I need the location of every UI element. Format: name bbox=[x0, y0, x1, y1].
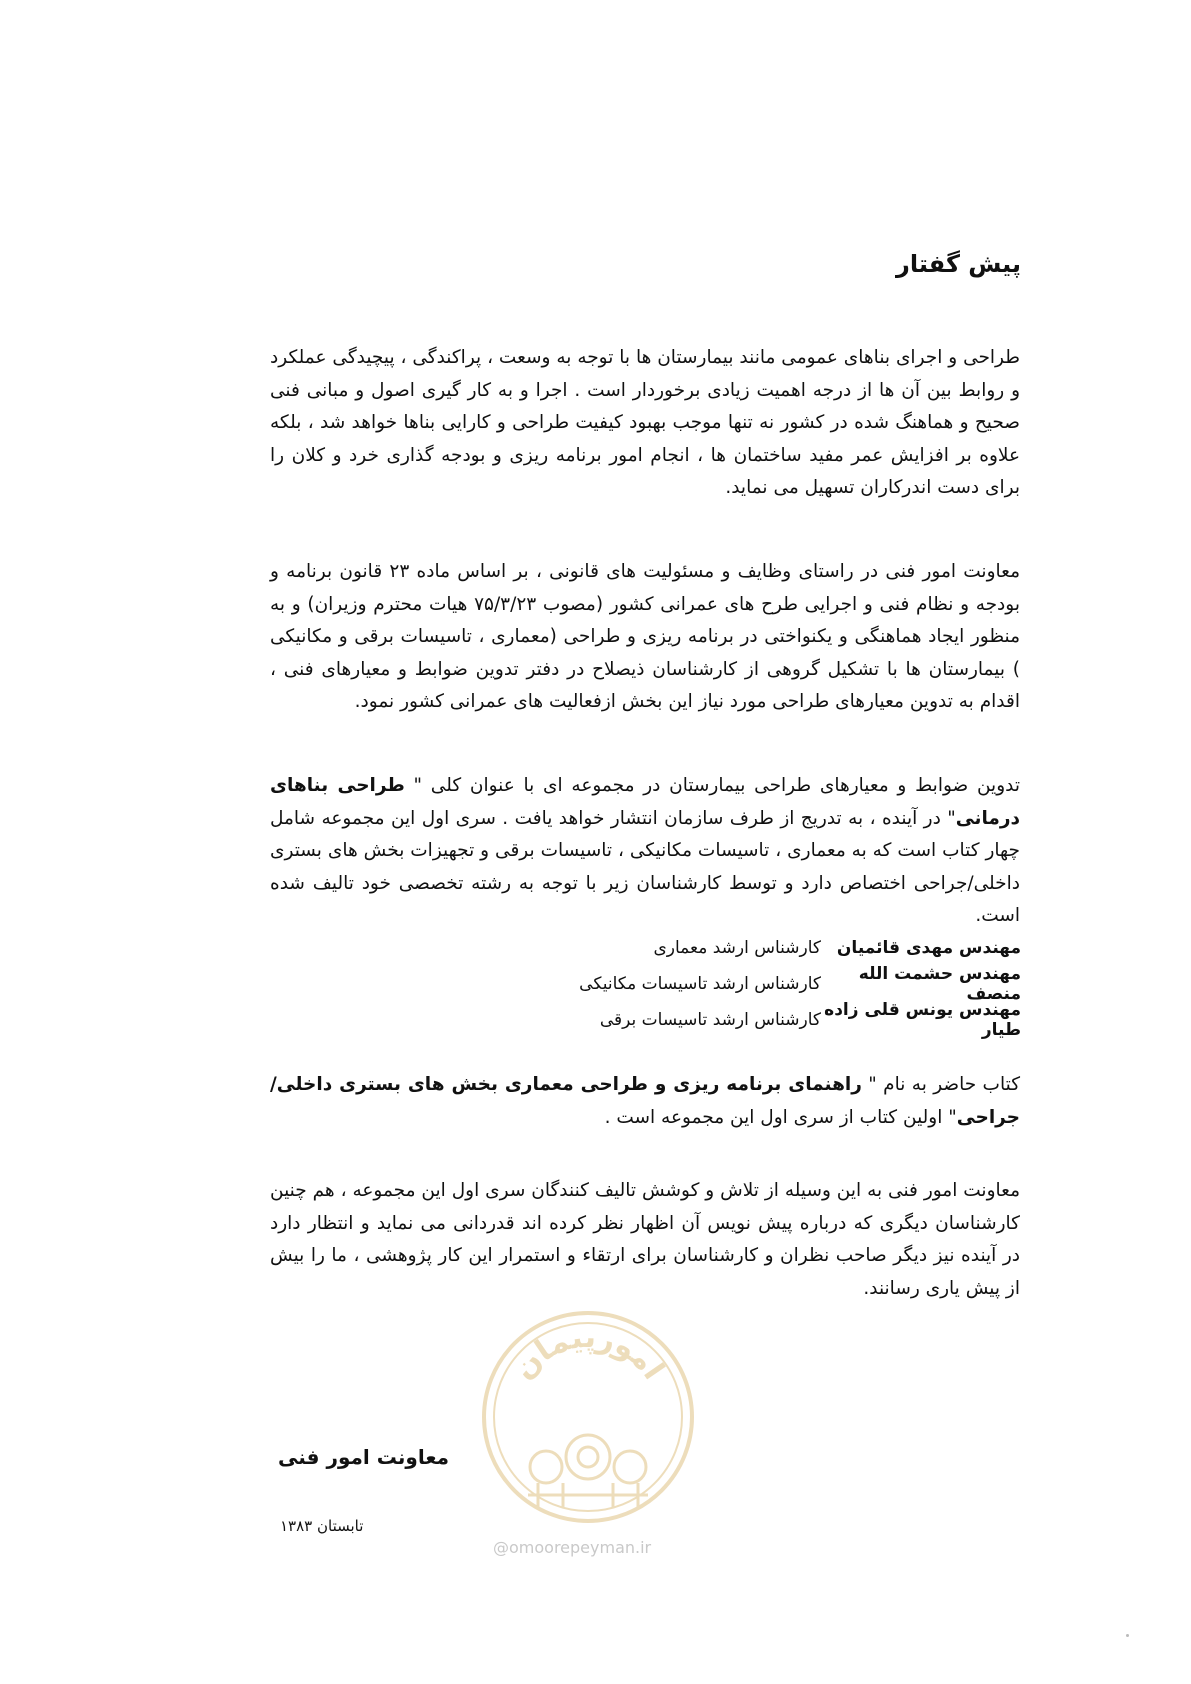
author-role: کارشناس ارشد معماری bbox=[653, 938, 821, 958]
paragraph-series bbox=[270, 770, 1020, 933]
book-title: راهنمای برنامه ریزی و طراحی معماری بخش های بستری داخلی/جراحی bbox=[270, 1074, 1020, 1128]
signature-date: تابستان ۱۳۸۳ bbox=[280, 1517, 364, 1535]
page-title: پیش گفتار bbox=[896, 250, 1021, 278]
paragraph-thanks: معاونت امور فنی به این وسیله از تلاش و کوشش تالیف کنندگان سری اول این مجموعه ، هم چنین کارشناسان دیگری که درباره پیش نویس آن اظهار نظر کرده اند قدردانی می نماید و انتظار دارد در آینده نیز دیگر صاحب نظران و کارشناسان برای ارتقاء و استمرار این کار پژوهشی ، ما را بیش از پیش یاری رسانند. bbox=[270, 1180, 1020, 1299]
paragraph-book bbox=[270, 1069, 1020, 1134]
paragraph-series-text-before: تدوین ضوابط و معیارهای طراحی بیمارستان در مجموعه ای با عنوان کلی " bbox=[404, 775, 1020, 796]
author-name: مهندس مهدی قائمیان bbox=[836, 938, 1021, 958]
paragraph-book-text-before: کتاب حاضر به نام " bbox=[861, 1074, 1021, 1095]
series-title: طراحی بناهای درمانی bbox=[270, 775, 1020, 829]
author-row bbox=[461, 930, 1021, 966]
author-name: مهندس حشمت الله منصف bbox=[858, 964, 1021, 1004]
author-row bbox=[461, 1002, 1021, 1038]
author-row bbox=[461, 966, 1021, 1002]
author-name: مهندس یونس قلی زاده طیار bbox=[824, 1000, 1021, 1040]
signature-title: معاونت امور فنی bbox=[278, 1445, 450, 1469]
watermark-text: @omoorepeyman.ir bbox=[493, 1538, 652, 1557]
stamp-logo bbox=[478, 1307, 698, 1527]
paragraph-book-text-after: " اولین کتاب از سری اول این مجموعه است . bbox=[604, 1106, 957, 1128]
paragraph-mandate: معاونت امور فنی در راستای وظایف و مسئولیت های قانونی ، بر اساس ماده ۲۳ قانون برنامه و بودجه و نظام فنی و اجرایی طرح های عمرانی کشور (مصوب ۷۵/۳/۲۳ هیات محترم وزیران) و به منظور ایجاد هماهنگی و یکنواختی در برنامه ریزی و طراحی (معماری ، تاسیسات برقی و مکانیکی ) بیمارستان ها با تشکیل گروهی از کارشناسان ذیصلاح در دفتر تدوین ضوابط و معیارهای فنی ، اقدام به تدوین معیارهای طراحی مورد نیاز این بخش ازفعالیت های عمرانی کشور نمود. bbox=[270, 561, 1021, 712]
paragraph-intro: طراحی و اجرای بناهای عمومی مانند بیمارستان ها با توجه به وسعت ، پراکندگی ، پیچیدگی عملکرد و روابط بین آن ها از درجه اهمیت زیادی برخوردار است . اجرا و به کار گیری اصول و مبانی فنی صحیح و هماهنگ شده در کشور نه تنها موجب بهبود کیفیت طراحی و کارایی بناها خواهد شد ، بلکه علاوه بر افزایش عمر مفید ساختمان ها ، انجام امور برنامه ریزی و بودجه گذاری خرد و کلان را برای دست اندرکاران تسهیل می نماید. bbox=[270, 347, 1020, 498]
authors-list bbox=[461, 930, 1021, 1038]
author-role: کارشناس ارشد تاسیسات برقی bbox=[599, 1010, 821, 1030]
author-role: کارشناس ارشد تاسیسات مکانیکی bbox=[579, 974, 821, 994]
paragraph-series-text-after: " در آینده ، به تدریج از طرف سازمان انتشار خواهد یافت . سری اول این مجموعه شامل چهار کتاب است که به معماری ، تاسیسات مکانیکی ، تاسیسات برقی و تجهیزات بخش های بستری داخلی/جراحی اختصاص دارد و توسط کارشناسان زیر با توجه به رشته تخصصی خود تالیف شده است. bbox=[270, 807, 1020, 926]
stamp-text: امورپیمان bbox=[506, 1319, 671, 1387]
page-corner-dot bbox=[1126, 1634, 1129, 1637]
